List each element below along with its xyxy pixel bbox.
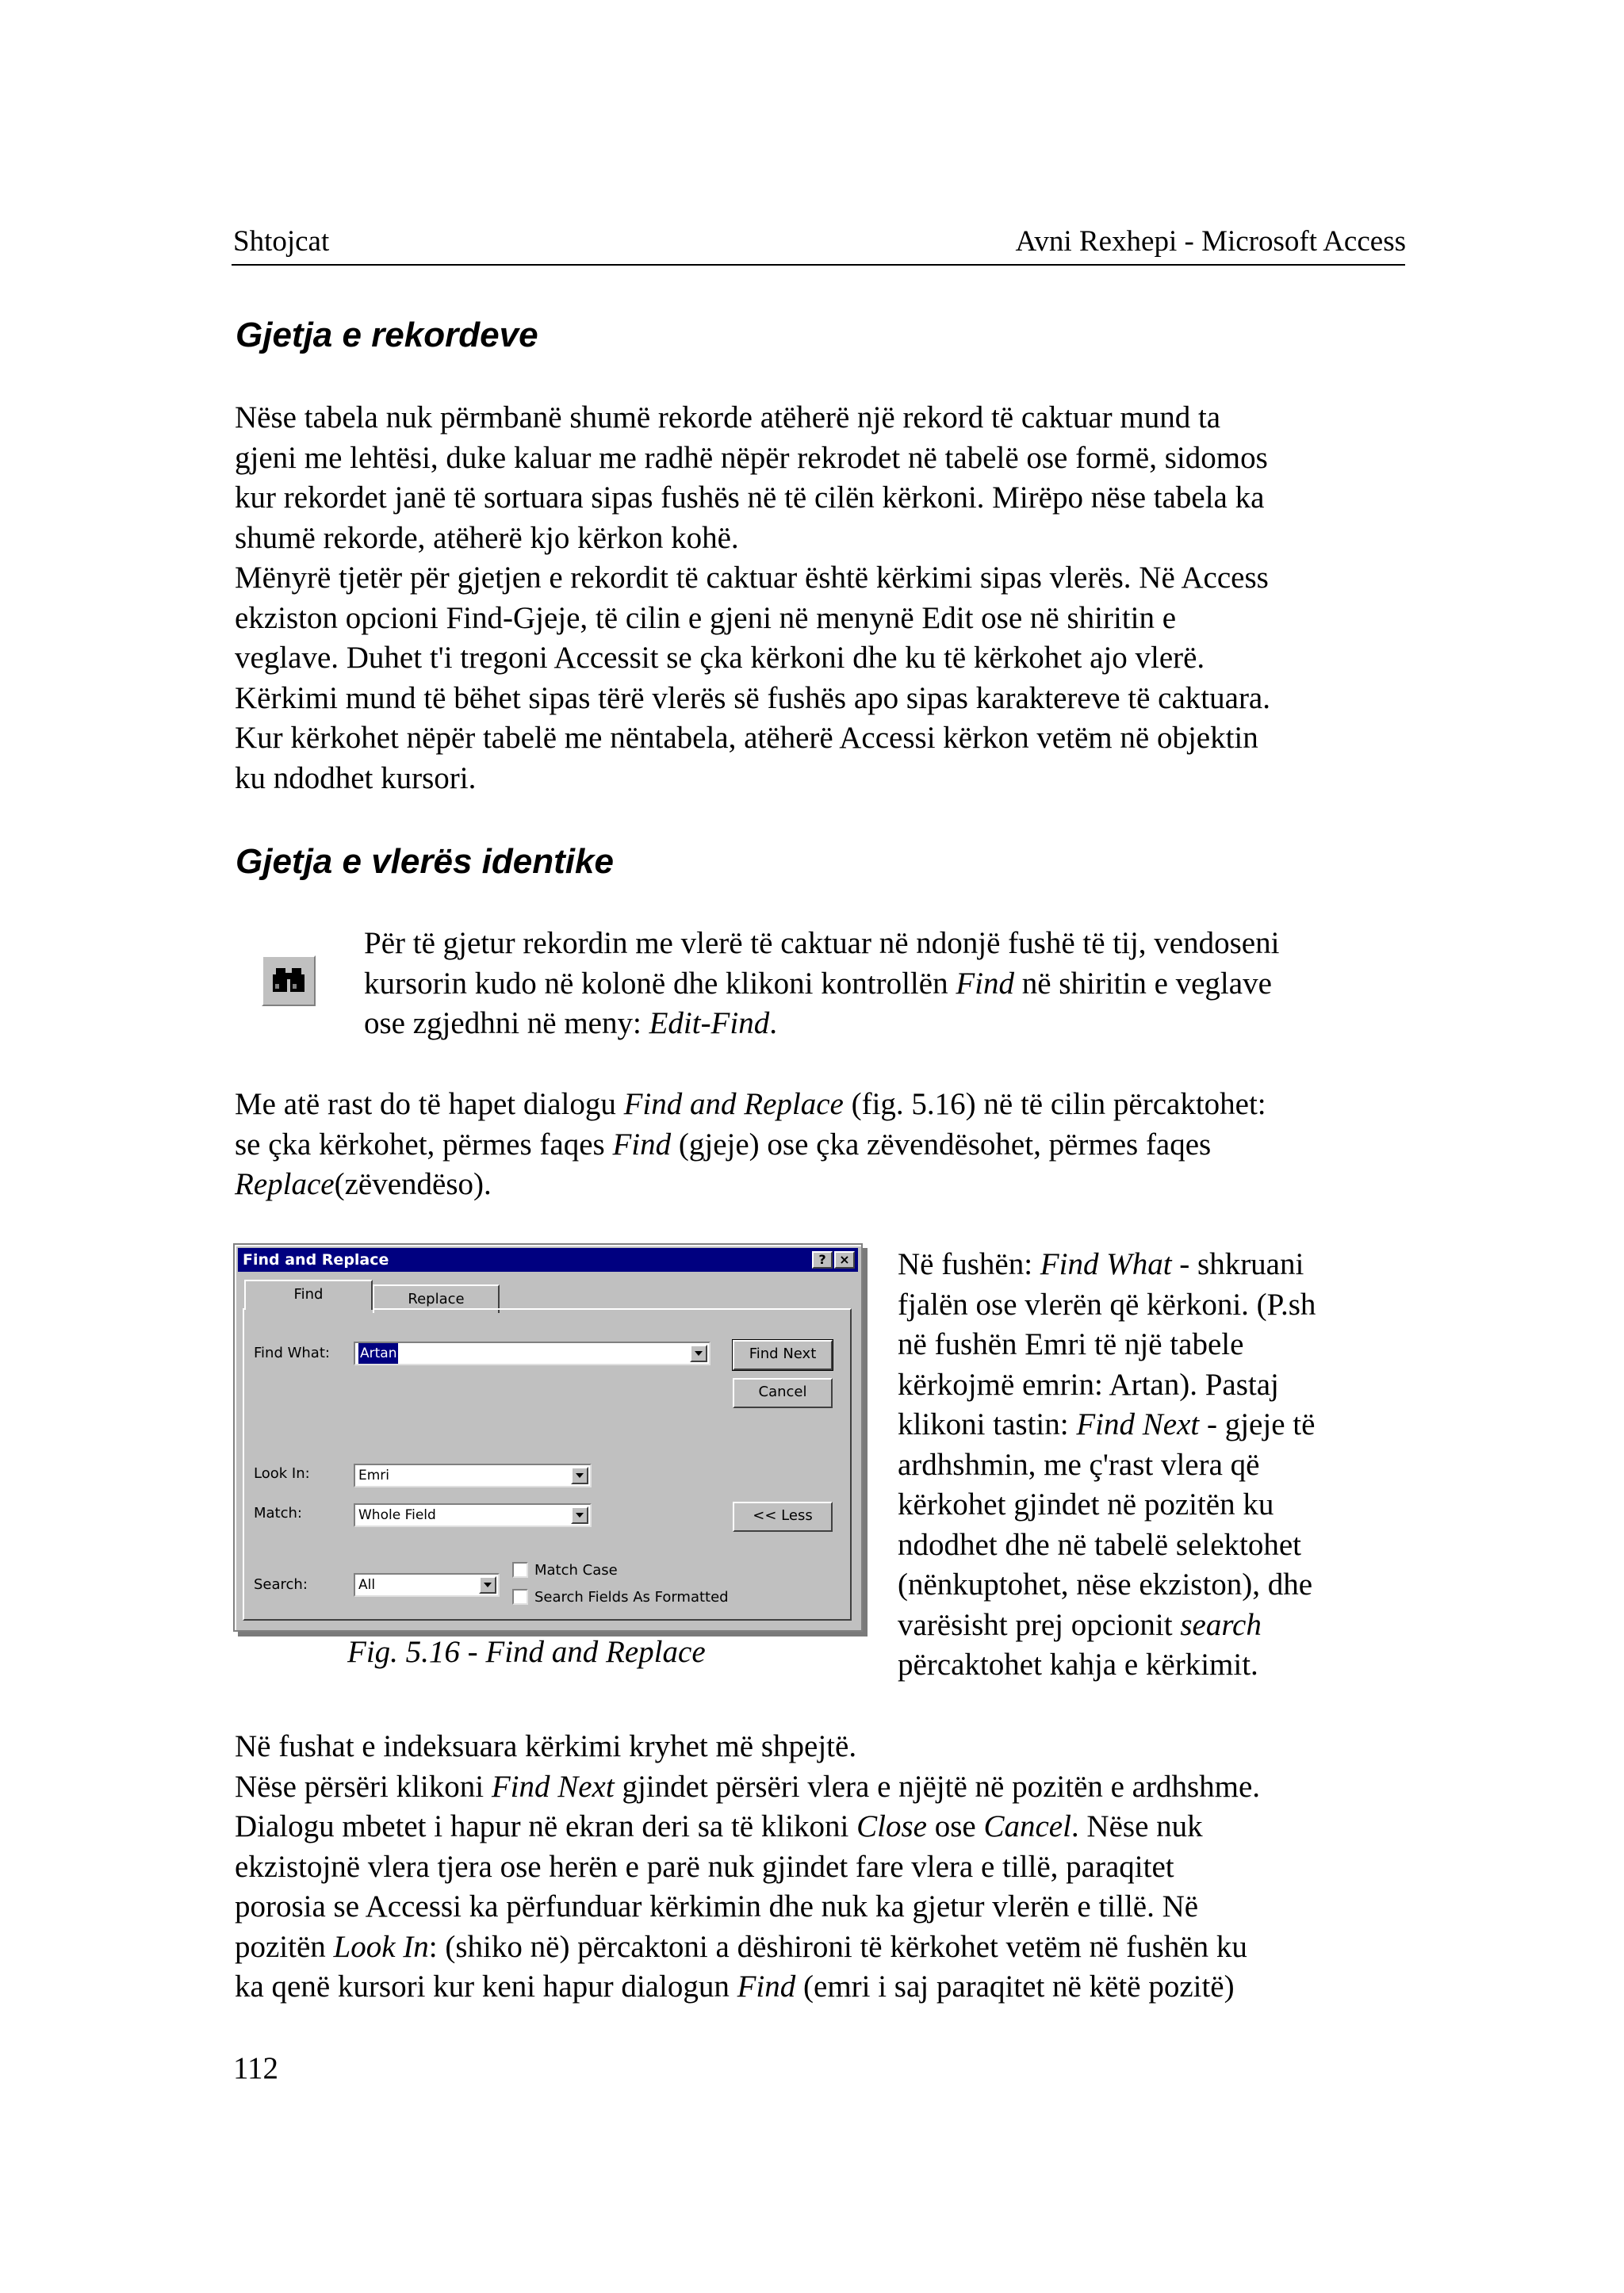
search-label: Search: <box>254 1576 308 1593</box>
text-run: ka qenë kursori kur keni hapur dialogun <box>235 1970 737 2004</box>
text-line <box>898 1245 1421 1285</box>
text-line: në fushën Emri të një tabele <box>898 1327 1244 1361</box>
section1-paragraph <box>235 398 1424 798</box>
text-run: kursorin kudo në kolonë dhe klikoni kontrollën <box>364 966 956 1001</box>
text-run: ose zgjedhni në meny: <box>364 1006 649 1040</box>
tab-replace[interactable]: Replace <box>373 1284 500 1313</box>
text-line: ardhshmin, me ç'rast vlera që <box>898 1447 1260 1482</box>
find-tab-panel <box>243 1308 852 1621</box>
text-line: ekzistojnë vlera tjera ose herën e parë nuk gjindet fare vlera e tillë, paraqitet <box>235 1849 1174 1884</box>
text-run-italic: Close <box>856 1809 927 1843</box>
text-run-italic: search <box>1180 1607 1262 1642</box>
look-in-label: Look In: <box>254 1465 310 1482</box>
text-line: përcaktohet kahja e kërkimit. <box>898 1648 1258 1682</box>
text-line: veglave. Duhet t'i tregoni Accessit se çka kërkoni dhe ku të kërkohet ajo vlerë. <box>235 641 1205 675</box>
text-line: Nëse tabela nuk përmbanë shumë rekorde atëherë një rekord të caktuar mund ta <box>235 400 1221 434</box>
find-and-replace-dialog <box>233 1243 863 1632</box>
tab-find[interactable]: Find <box>244 1280 373 1310</box>
match-select[interactable] <box>354 1503 592 1527</box>
chevron-down-icon[interactable] <box>690 1345 707 1362</box>
text-line: shumë rekorde, atëherë kjo kërkon kohë. <box>235 520 739 555</box>
text-line <box>235 1767 1424 1808</box>
text-run-italic: Find <box>956 966 1014 1001</box>
text-run: . <box>769 1006 777 1040</box>
search-formatted-checkbox[interactable] <box>512 1589 528 1605</box>
text-line <box>235 1967 1424 2008</box>
find-what-label: Find What: <box>254 1345 330 1361</box>
text-run-italic: Edit-Find <box>649 1006 770 1040</box>
text-line: Kur kërkohet nëpër tabelë me nëntabela, atëherë Accessi kërkon vetëm në objektin <box>235 721 1258 755</box>
find-replace-intro <box>235 1085 1424 1205</box>
text-run: varësisht prej opcionit <box>898 1607 1181 1642</box>
text-run: Në fushën: <box>898 1247 1040 1281</box>
text-run: Dialogu mbetet i hapur në ekran deri sa të klikoni <box>235 1809 857 1843</box>
text-run: ose <box>926 1809 984 1843</box>
text-run: (fig. 5.16) në të cilin përcaktohet: <box>843 1087 1266 1121</box>
search-formatted-label: Search Fields As Formatted <box>534 1589 729 1606</box>
text-line <box>235 1807 1424 1847</box>
text-line: (nënkuptohet, nëse ekziston), dhe <box>898 1568 1313 1602</box>
text-line <box>898 1606 1421 1646</box>
text-line <box>898 1405 1421 1445</box>
text-run-italic: Find and Replace <box>623 1087 844 1121</box>
match-case-checkbox[interactable] <box>512 1562 528 1578</box>
match-case-label: Match Case <box>534 1562 618 1579</box>
text-run-italic: Find What <box>1040 1247 1172 1281</box>
text-line: Në fushat e indeksuara kërkimi kryhet më shpejtë. <box>235 1729 857 1763</box>
look-in-select[interactable] <box>354 1464 592 1487</box>
text-run: Nëse përsëri klikoni <box>235 1769 492 1804</box>
text-line: ndodhet dhe në tabelë selektohet <box>898 1527 1301 1562</box>
look-in-value: Emri <box>358 1468 390 1483</box>
text-line: porosia se Accessi ka përfunduar kërkimin dhe nuk ka gjetur vlerën e tillë. Në <box>235 1889 1199 1924</box>
text-run-italic: Replace <box>235 1167 335 1201</box>
match-value: Whole Field <box>358 1507 436 1523</box>
figure-caption: Fig. 5.16 - Find and Replace <box>347 1635 706 1669</box>
running-header-left: Shtojcat <box>233 225 330 258</box>
text-line <box>235 1165 1424 1205</box>
match-label: Match: <box>254 1505 302 1522</box>
running-header-right: Avni Rexhepi - Microsoft Access <box>1015 225 1406 258</box>
search-value: All <box>358 1577 376 1593</box>
close-button[interactable]: × <box>834 1251 855 1269</box>
search-direction-select[interactable] <box>354 1573 500 1597</box>
help-button[interactable]: ? <box>812 1251 833 1269</box>
text-run: . Nëse nuk <box>1071 1809 1203 1843</box>
find-next-button[interactable]: Find Next <box>733 1340 833 1370</box>
text-line <box>235 1927 1424 1968</box>
dialog-title: Find and Replace <box>243 1251 389 1269</box>
section-heading-finding-records: Gjetja e rekordeve <box>236 316 538 354</box>
text-run-italic: Find Next <box>491 1769 615 1804</box>
find-what-value: Artan <box>358 1343 398 1364</box>
text-run: klikoni tastin: <box>898 1407 1077 1441</box>
text-run: - gjeje të <box>1199 1407 1316 1441</box>
section-heading-identical-value: Gjetja e vlerës identike <box>236 842 614 881</box>
text-line: ku ndodhet kursori. <box>235 760 477 795</box>
chevron-down-icon[interactable] <box>571 1506 588 1524</box>
text-line: Për të gjetur rekordin me vlerë të caktuar në ndonjë fushë të tij, vendoseni <box>364 926 1280 960</box>
text-run-italic: Cancel <box>983 1809 1071 1843</box>
side-explanation <box>898 1245 1421 1686</box>
text-run-italic: Look In <box>333 1929 429 1964</box>
binoculars-icon <box>262 955 316 1006</box>
text-line <box>235 1125 1424 1166</box>
text-line: Kërkimi mund të bëhet sipas tërë vlerës së fushës apo sipas karaktereve të caktuara. <box>235 680 1270 715</box>
dialog-title-bar <box>238 1248 858 1272</box>
text-run: : (shiko në) përcaktoni a dëshironi të kërkohet vetëm në fushën ku <box>428 1929 1247 1964</box>
text-run: (emri i saj paraqitet në këtë pozitë) <box>795 1970 1235 2004</box>
text-run-italic: Find <box>737 1970 796 2004</box>
text-run: (zëvendëso). <box>334 1167 492 1201</box>
find-what-input[interactable] <box>354 1342 710 1365</box>
text-line: ekziston opcioni Find-Gjeje, të cilin e gjeni në menynë Edit ose në shiritin e <box>235 600 1177 635</box>
header-rule <box>232 264 1405 266</box>
text-line <box>364 964 1419 1005</box>
chevron-down-icon[interactable] <box>479 1576 496 1594</box>
text-run: pozitën <box>235 1929 334 1964</box>
page-number: 112 <box>233 2051 279 2085</box>
cancel-button[interactable]: Cancel <box>733 1378 833 1408</box>
text-line <box>235 1085 1424 1125</box>
text-run: Me atë rast do të hapet dialogu <box>235 1087 624 1121</box>
section3-paragraph <box>235 1727 1424 2008</box>
text-line: fjalën ose vlerën që kërkoni. (P.sh <box>898 1287 1316 1322</box>
text-line: kërkojmë emrin: Artan). Pastaj <box>898 1367 1279 1402</box>
text-line: kur rekordet janë të sortuara sipas fushës në të cilën kërkoni. Mirëpo nëse tabela ka <box>235 480 1265 515</box>
text-line: Mënyrë tjetër për gjetjen e rekordit të caktuar është kërkimi sipas vlerës. Në Access <box>235 561 1269 595</box>
text-line: gjeni me lehtësi, duke kaluar me radhë nëpër rekrodet në tabelë ose formë, sidomos <box>235 440 1268 475</box>
text-line <box>364 1004 1419 1044</box>
text-run-italic: Find <box>612 1127 672 1162</box>
text-run-italic: Find Next <box>1076 1407 1200 1441</box>
text-run: gjindet përsëri vlera e njëjtë në pozitën e ardhshme. <box>614 1769 1261 1804</box>
text-run: në shiritin e veglave <box>1014 966 1272 1001</box>
less-button[interactable]: << Less <box>733 1502 833 1532</box>
chevron-down-icon[interactable] <box>571 1467 588 1484</box>
text-line: kërkohet gjindet në pozitën ku <box>898 1487 1274 1522</box>
text-run: se çka kërkohet, përmes faqes <box>235 1127 613 1162</box>
text-run: - shkruani <box>1171 1247 1304 1281</box>
binoculars-explanation <box>364 924 1419 1044</box>
text-run: (gjeje) ose çka zëvendësohet, përmes faqes <box>671 1127 1212 1162</box>
